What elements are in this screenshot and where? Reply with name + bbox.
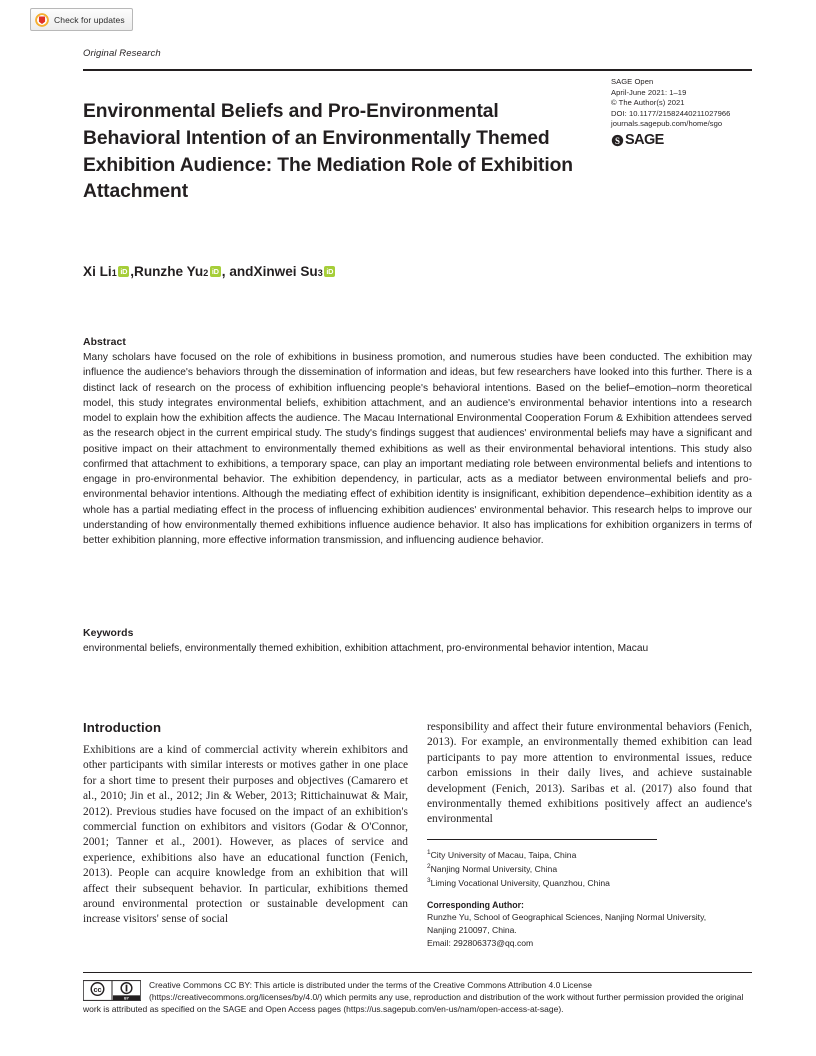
corresponding-author-heading: Corresponding Author: xyxy=(427,899,524,910)
affiliation-marker-3: 3 xyxy=(427,877,431,885)
affiliation-text-3: Liming Vocational University, Quanzhou, China xyxy=(430,878,610,889)
license-footer xyxy=(83,979,752,1016)
body-column-left xyxy=(83,720,408,928)
introduction-paragraph-right: responsibility and affect their future environmental behaviors (Fenich, 2013). For example, an environmentally themed exhibition can lead participants to pay more attention to environmental issues, reduce carbon emissions in their daily lives, and achieve sustainable development (Fenich, 2013). Saribas et al. (2017) also found that environmentally themed exhibitions positively affect an audience's environmental xyxy=(427,721,752,826)
journal-issue: April-June 2021: 1–19 xyxy=(611,87,687,97)
check-for-updates-badge[interactable] xyxy=(30,8,133,31)
doi-line: DOI: 10.1177/21582440211027966 xyxy=(611,108,731,118)
affiliation-marker-2: 2 xyxy=(427,863,431,871)
journal-metadata xyxy=(611,77,761,147)
author-name-2: Runzhe Yu xyxy=(134,264,204,279)
journal-name: SAGE Open xyxy=(611,77,654,86)
check-for-updates-label: Check for updates xyxy=(54,14,125,25)
running-head: Original Research xyxy=(83,48,161,59)
sage-wordmark: SAGE xyxy=(625,131,664,148)
sage-logo xyxy=(611,131,761,148)
introduction-paragraph-left: Exhibitions are a kind of commercial activity wherein exhibitors and other participants with similar interests or motives gather in one place for a short time to present their purposes and objectives (Camarero et al., 2010; Jin et al., 2012; Jin & Weber, 2013; Rittichainuwat & Mair, 2012). Previous studies have focused on the impact of an exhibition's commercial function on exhibitors and visitors (Godar & O'Connor, 2001; Tanner et al., 2001). However, as places of service and experience, exhibitions also have an educational function (Fenich, 2013). People can acquire knowledge from an exhibition that will affect their subsequent behavior. In particular, exhibitions themed around environmental protection or sustainable development can increase visitors' sense of social xyxy=(83,744,408,926)
svg-text:S: S xyxy=(615,135,620,146)
author-name-1: Xi Li xyxy=(83,264,112,279)
license-text: Creative Commons CC BY: This article is distributed under the terms of the Creative Commons Attribution 4.0 License (https://creativecommons.org/licenses/by/4.0/) which permits any use, reproduction and distribution of the work without further permission provided the original work is attributed as specified on the SAGE and Open Access pages (https://us.sagepub.com/en-us/nam/open-access-at-sage). xyxy=(83,980,744,1015)
orcid-icon[interactable] xyxy=(118,266,129,277)
abstract-section xyxy=(83,337,752,548)
svg-text:BY: BY xyxy=(124,996,129,1001)
affiliation-text-1: City University of Macau, Taipa, China xyxy=(430,849,577,860)
copyright-line: © The Author(s) 2021 xyxy=(611,98,685,108)
affiliation-text-2: Nanjing Normal University, China xyxy=(430,863,558,874)
body-column-right xyxy=(427,720,752,950)
affiliation-2 xyxy=(427,861,752,875)
footer-rule xyxy=(83,972,752,973)
corresponding-author-email[interactable]: Email: 292806373@qq.com xyxy=(427,938,534,949)
author-affiliation-marker-2: 2 xyxy=(203,268,209,278)
orcid-icon[interactable] xyxy=(210,266,221,277)
affiliation-3 xyxy=(427,875,752,889)
page-title: Environmental Beliefs and Pro-Environmental Behavioral Intention of an Environmentally Themed Exhibition Audience: The Mediation Role of Exhibition Attachment xyxy=(83,100,573,203)
author-affiliation-marker-1: 1 xyxy=(111,268,117,278)
crossmark-icon xyxy=(35,13,49,27)
keywords-body: environmental beliefs, environmentally themed exhibition, exhibition attachment, pro-environmental behavior intention, Macau xyxy=(83,643,649,654)
sage-emblem-icon xyxy=(611,134,624,147)
introduction-heading: Introduction xyxy=(83,720,162,735)
orcid-icon[interactable] xyxy=(324,266,335,277)
journal-url[interactable]: journals.sagepub.com/home/sgo xyxy=(611,119,723,129)
abstract-heading: Abstract xyxy=(83,337,126,348)
corresponding-author-line-2: Nanjing 210097, China. xyxy=(427,925,517,936)
corresponding-author-line-1: Runzhe Yu, School of Geographical Sciences, Nanjing Normal University, xyxy=(427,911,707,922)
author-separator-2: , and xyxy=(221,264,254,279)
affiliation-marker-1: 1 xyxy=(427,848,431,856)
keywords-section xyxy=(83,628,752,656)
abstract-body: Many scholars have focused on the role of exhibitions in business promotion, and numerous studies have been conducted. The exhibition may influence the audience's behaviors through the dissemination of information and ideas, but few researchers have looked into this further. There is a distinct lack of research on the process of exhibition influencing people's behavioral intentions. Based on the belief–emotion–norm theoretical model, this study integrates environmental beliefs, exhibition attachment, and an audience's environmental behavior intentions into a research model to explain how the exhibition affects the audience. The Macau International Environmental Cooperation Forum & Exhibition attendees served as the research object in the current empirical study. The study's findings suggest that audiences' environmental beliefs may have a significant and positive impact on their attachment to environmentally themed exhibitions as well as their environmental behavioral intentions. This study also confirmed that attachment to exhibitions, a temporary space, can play an important mediating role between environmental beliefs and intentions to engage in pro-environmental behavior. The exhibition dependency, in particular, acts as a mediator between environmental beliefs and pro-environmental behavior intentions. Although the mediating effect of exhibition identity is insignificant, exhibition dependence–exhibition identity as a whole has a partial mediating effect in the process of influencing exhibition audiences' environmental behavior. This research helps to improve our understanding of how environmentally themed exhibitions influence audience behavior. It also has implications for exhibition organizers in terms of better exhibition planning, more effective information transmission, and influencing audience behavior. xyxy=(83,352,752,546)
svg-text:cc: cc xyxy=(93,984,102,994)
author-affiliation-marker-3: 3 xyxy=(317,268,323,278)
keywords-heading: Keywords xyxy=(83,628,134,639)
author-separator-1: , xyxy=(130,264,134,279)
header-rule xyxy=(83,69,752,71)
affiliation-rule xyxy=(427,839,657,840)
creative-commons-by-icon xyxy=(83,980,141,1001)
author-list xyxy=(83,264,336,279)
affiliation-1 xyxy=(427,847,752,861)
author-name-3: Xinwei Su xyxy=(253,264,318,279)
